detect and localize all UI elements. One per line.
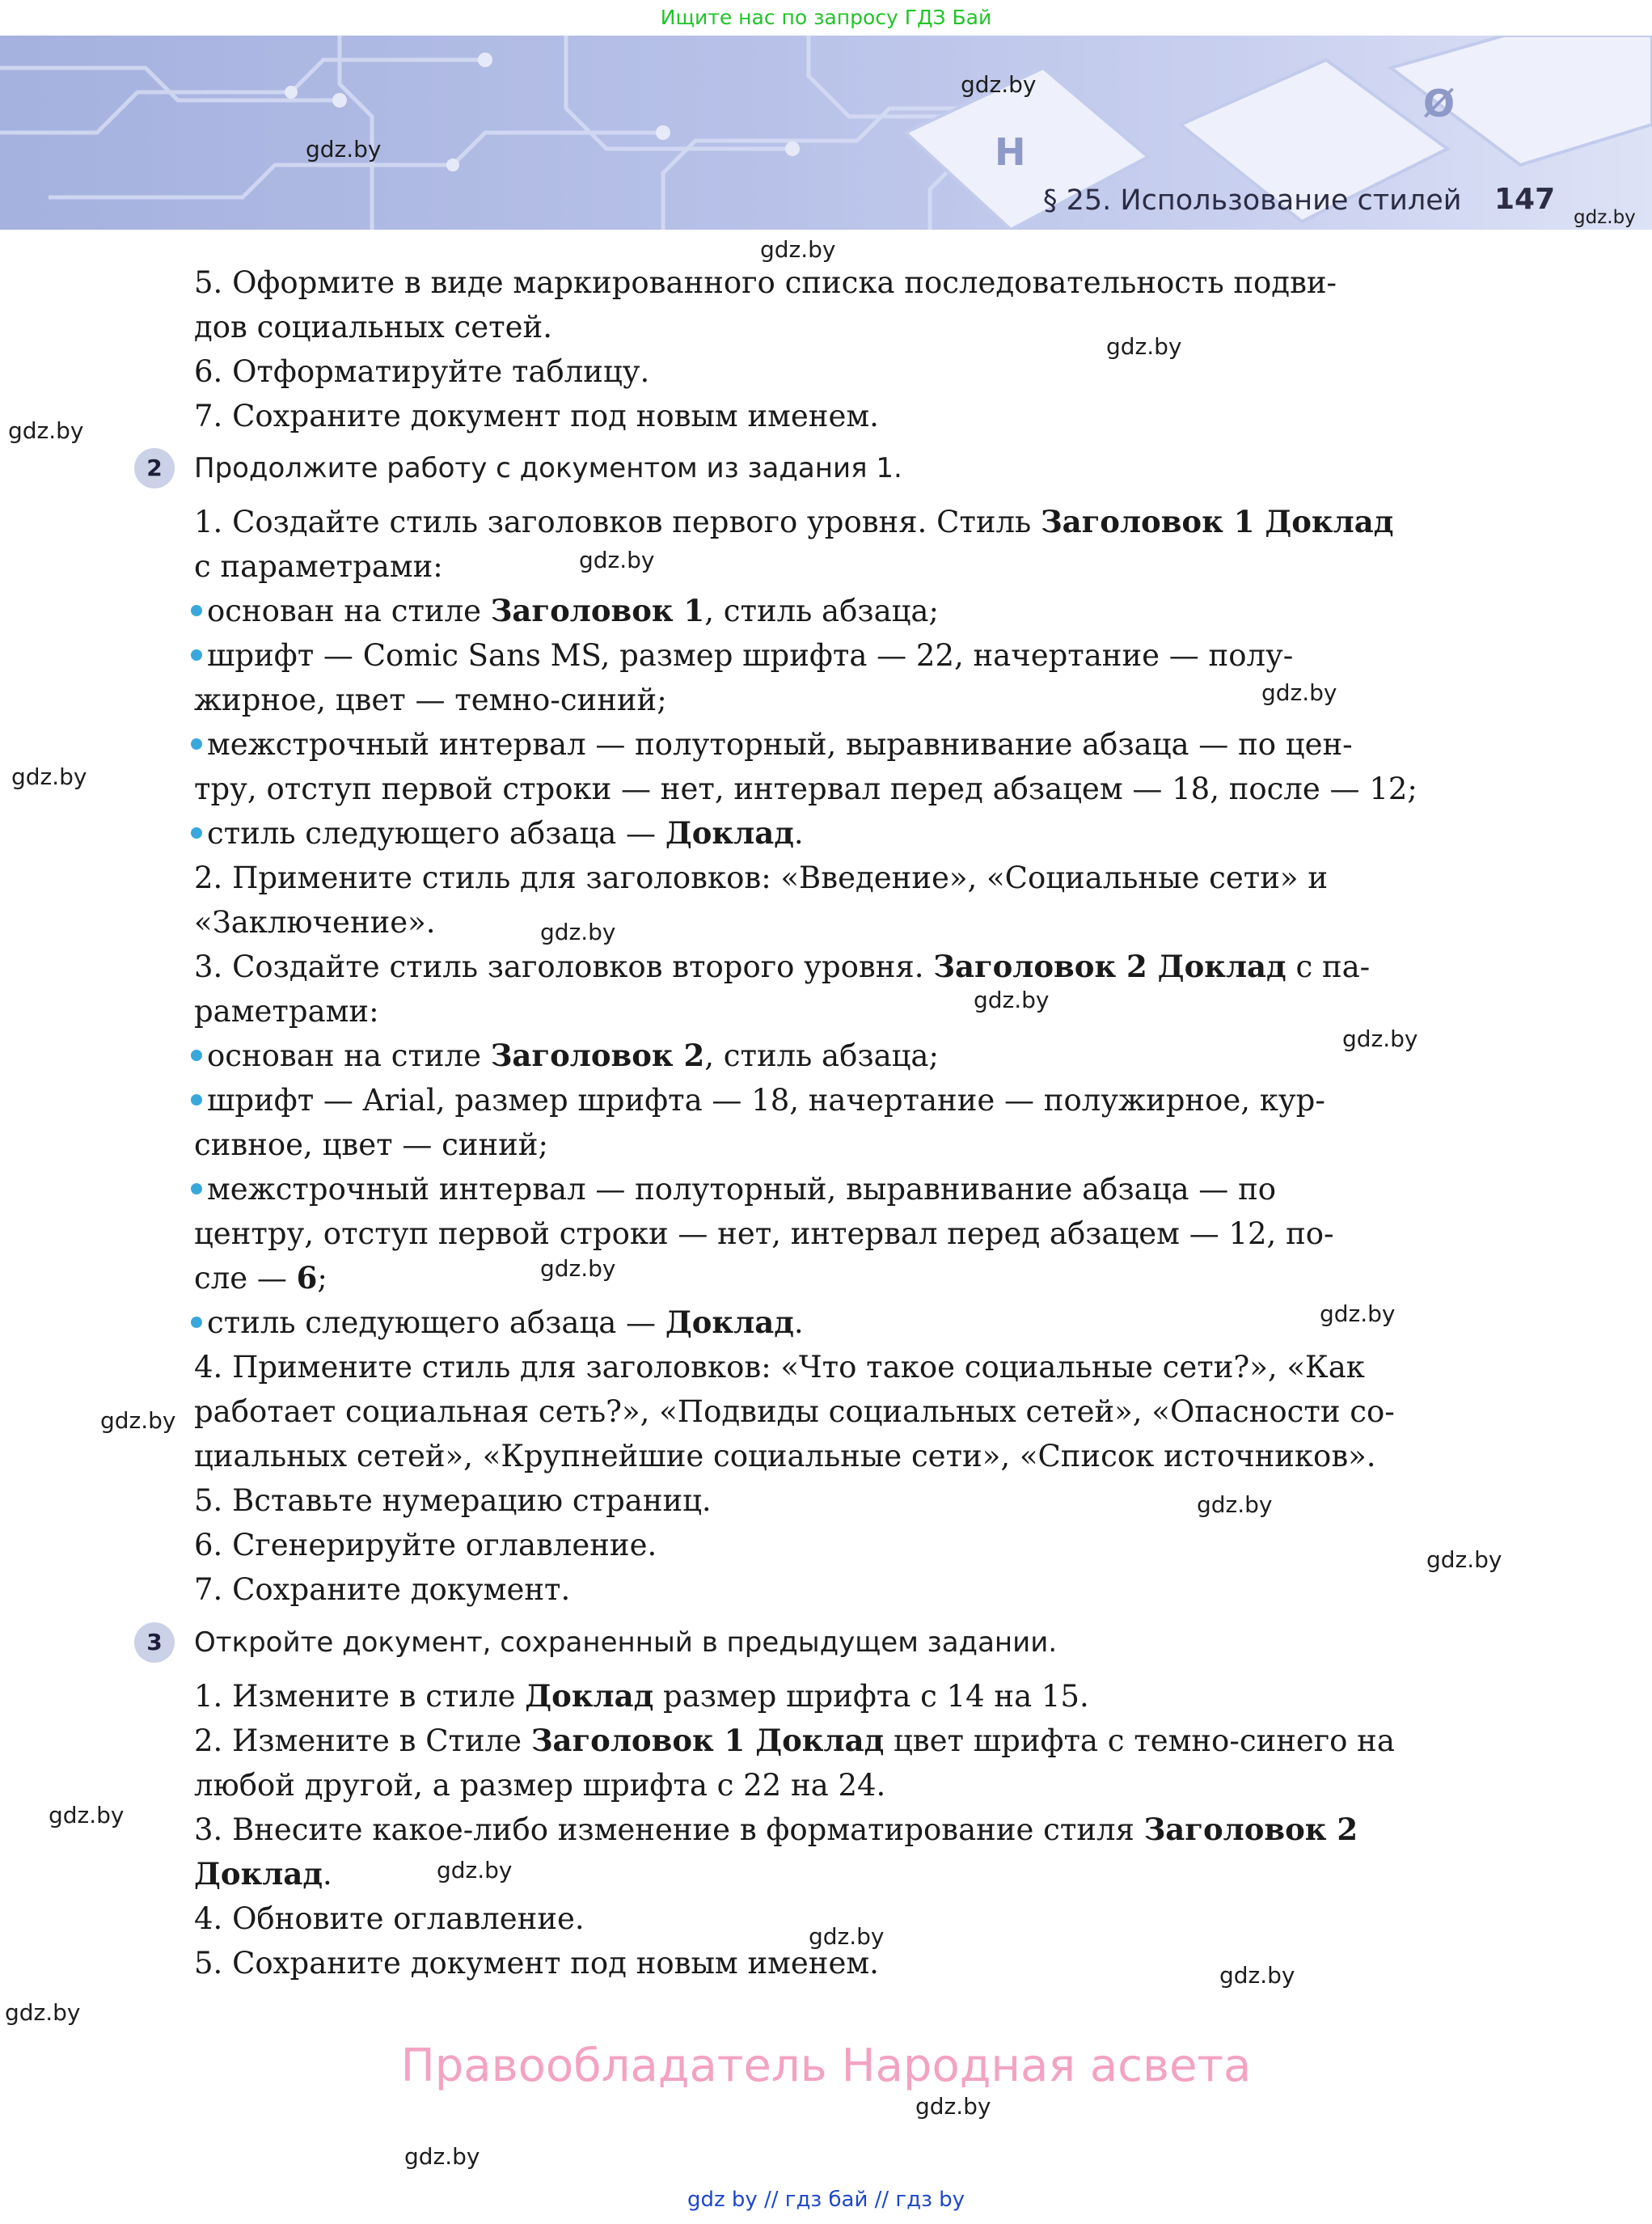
- watermark: gdz.by: [1574, 207, 1636, 228]
- watermark: gdz.by: [579, 547, 655, 573]
- watermark: gdz.by: [760, 236, 836, 263]
- watermark: gdz.by: [1261, 679, 1337, 706]
- watermark: gdz.by: [8, 417, 84, 444]
- bullet-item: основан на стиле Заголовок 2, стиль абзаца;: [191, 1034, 939, 1078]
- page-number: 147: [1494, 183, 1556, 216]
- keyboard-key-h-glyph: H: [995, 130, 1026, 174]
- text-line: сивное, цвет — синий;: [194, 1127, 548, 1162]
- task-intro: Продолжите работу с документом из задания 1.: [194, 452, 902, 484]
- text-line: 1. Измените в стиле Доклад размер шрифта с 14 на 15.: [194, 1678, 1089, 1714]
- watermark: gdz.by: [437, 1857, 513, 1884]
- bullet-item: стиль следующего абзаца — Доклад.: [191, 811, 804, 856]
- bullet-item: межстрочный интервал — полуторный, выравнивание абзаца — по: [191, 1167, 1276, 1211]
- bullet-item: шрифт — Comic Sans MS, размер шрифта — 22, начертание — полу-: [191, 633, 1293, 678]
- watermark: gdz.by: [809, 1923, 885, 1950]
- watermark: gdz.by: [1320, 1300, 1396, 1327]
- text-line: 5. Оформите в виде маркированного списка последовательность подви-: [194, 265, 1337, 300]
- watermark: gdz.by: [540, 919, 616, 945]
- bullet-icon: [191, 1094, 202, 1106]
- text-line: 6. Отформатируйте таблицу.: [194, 354, 650, 389]
- watermark: gdz.by: [404, 2143, 480, 2170]
- text-line: жирное, цвет — темно-синий;: [194, 683, 667, 717]
- text-line: тру, отступ первой строки — нет, интервал перед абзацем — 18, после — 12;: [194, 772, 1418, 806]
- text-line: 1. Создайте стиль заголовков первого уровня. Стиль Заголовок 1 Доклад: [194, 504, 1394, 539]
- bullet-item: шрифт — Arial, размер шрифта — 18, начертание — полужирное, кур-: [191, 1078, 1325, 1123]
- bullet-icon: [191, 1183, 202, 1194]
- text-line: 4. Примените стиль для заголовков: «Что такое социальные сети?», «Как: [194, 1350, 1365, 1385]
- text-line: 3. Внесите какое-либо изменение в форматирование стиля Заголовок 2: [194, 1812, 1358, 1847]
- text-line: с параметрами:: [194, 549, 443, 584]
- bullet-icon: [191, 1050, 202, 1061]
- text-line: 7. Сохраните документ.: [194, 1572, 571, 1607]
- top-ad-text[interactable]: Ищите нас по запросу ГДЗ Бай: [660, 6, 992, 29]
- watermark: gdz.by: [915, 2093, 991, 2120]
- footer-links[interactable]: gdz by // гдз бай // гдз by: [687, 2188, 965, 2212]
- text-line: 6. Сгенерируйте оглавление.: [194, 1528, 657, 1562]
- task-intro: Откройте документ, сохраненный в предыдущем задании.: [194, 1626, 1058, 1659]
- text-line: работает социальная сеть?», «Подвиды социальных сетей», «Опасности со-: [194, 1394, 1395, 1429]
- text-line: 3. Создайте стиль заголовков второго уровня. Заголовок 2 Доклад с па-: [194, 949, 1371, 984]
- bullet-item: основан на стиле Заголовок 1, стиль абзаца;: [191, 589, 939, 633]
- watermark: gdz.by: [1197, 1491, 1273, 1518]
- text-line: «Заключение».: [194, 905, 436, 940]
- bullet-icon: [191, 827, 202, 839]
- text-line: 7. Сохраните документ под новым именем.: [194, 399, 879, 433]
- text-line: 4. Обновите оглавление.: [194, 1901, 585, 1936]
- keyboard-key-glyph: Ø: [1423, 82, 1456, 125]
- watermark: gdz.by: [1106, 333, 1182, 360]
- bullet-icon: [191, 1317, 202, 1328]
- task-number-badge: 3: [134, 1622, 175, 1663]
- bullet-item: межстрочный интервал — полуторный, выравнивание абзаца — по цен-: [191, 722, 1353, 767]
- bullet-icon: [191, 605, 202, 616]
- watermark: gdz.by: [974, 987, 1050, 1013]
- watermark: gdz.by: [5, 1999, 81, 2026]
- watermark: gdz.by: [11, 763, 87, 790]
- watermark: gdz.by: [1219, 1962, 1295, 1989]
- text-line: 5. Вставьте нумерацию страниц.: [194, 1483, 712, 1518]
- bullet-item: стиль следующего абзаца — Доклад.: [191, 1300, 804, 1345]
- task-number-badge: 2: [134, 448, 175, 488]
- text-line: 2. Примените стиль для заголовков: «Введение», «Социальные сети» и: [194, 860, 1328, 895]
- copyright-notice: Правообладатель Народная асвета: [400, 2040, 1252, 2092]
- text-line: 5. Сохраните документ под новым именем.: [194, 1946, 879, 1981]
- text-line: Доклад.: [194, 1856, 332, 1892]
- text-line: дов социальных сетей.: [194, 310, 552, 345]
- text-line: любой другой, а размер шрифта с 22 на 24.: [194, 1768, 886, 1803]
- watermark: gdz.by: [961, 71, 1037, 98]
- text-line: 2. Измените в Стиле Заголовок 1 Доклад цвет шрифта с темно-синего на: [194, 1723, 1395, 1758]
- text-line: циальных сетей», «Крупнейшие социальные сети», «Список источников».: [194, 1439, 1376, 1474]
- watermark: gdz.by: [49, 1802, 125, 1829]
- watermark: gdz.by: [306, 136, 382, 163]
- watermark: gdz.by: [540, 1255, 616, 1282]
- text-line: центру, отступ первой строки — нет, интервал перед абзацем — 12, по-: [194, 1216, 1334, 1251]
- section-title: § 25. Использование стилей: [1043, 184, 1462, 217]
- watermark: gdz.by: [1426, 1546, 1502, 1573]
- text-line: сле — 6;: [194, 1260, 327, 1296]
- text-line: раметрами:: [194, 994, 379, 1029]
- bullet-icon: [191, 649, 202, 661]
- bullet-icon: [191, 738, 202, 750]
- watermark: gdz.by: [100, 1407, 176, 1434]
- watermark: gdz.by: [1342, 1025, 1418, 1052]
